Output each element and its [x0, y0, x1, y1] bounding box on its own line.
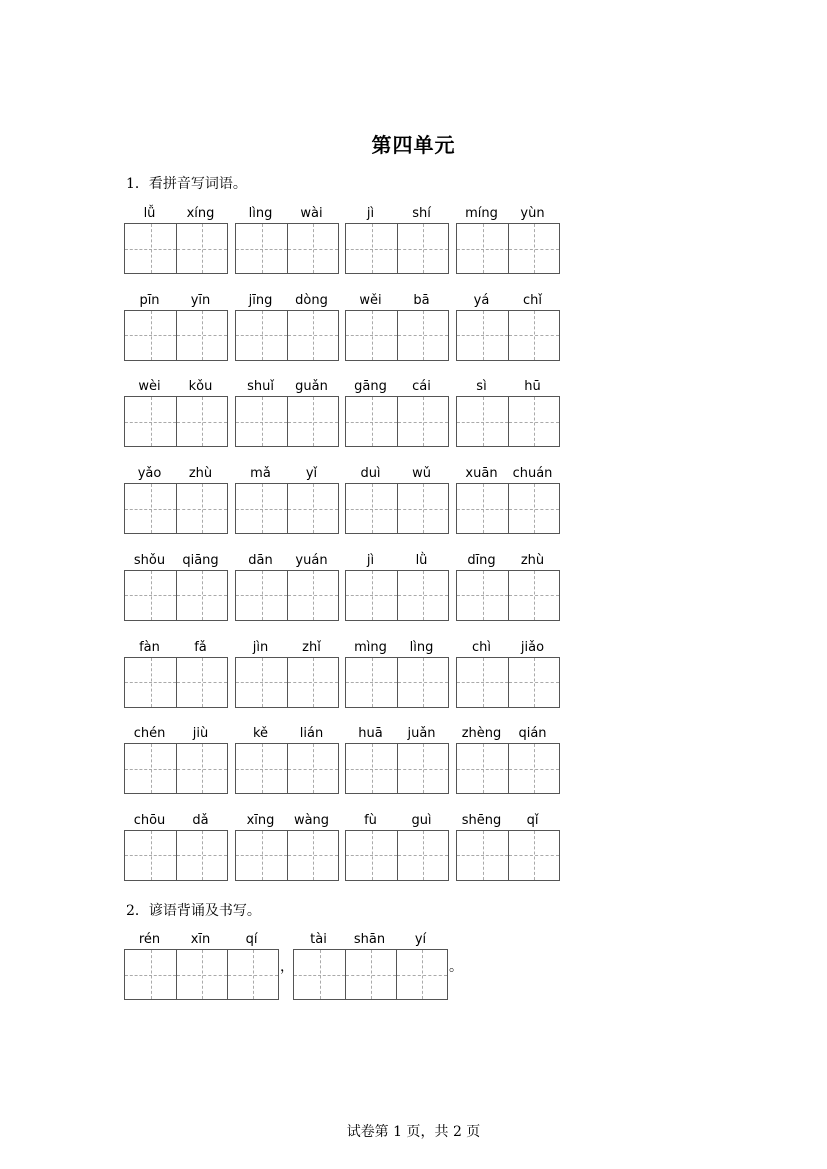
character-cell[interactable] — [287, 224, 338, 273]
word-row — [0, 293, 827, 373]
pinyin-label: xīn — [190, 932, 211, 947]
pinyin-label: lìng — [248, 206, 273, 221]
pinyin-label: juǎn — [407, 726, 436, 742]
character-cell[interactable] — [287, 397, 338, 446]
writing-box[interactable] — [456, 310, 560, 361]
character-cell[interactable] — [294, 950, 345, 999]
writing-box[interactable] — [345, 743, 449, 794]
character-cell[interactable] — [176, 744, 227, 793]
writing-box[interactable] — [345, 483, 449, 534]
pinyin-label: hū — [524, 379, 541, 395]
pinyin-label: zhèng — [461, 726, 502, 742]
pinyin-label: guì — [411, 812, 432, 828]
character-cell[interactable] — [397, 744, 448, 793]
pinyin-label: jiǎo — [520, 639, 545, 655]
word-row — [0, 726, 827, 806]
pinyin-label: kǒu — [188, 379, 213, 395]
word-row — [0, 813, 827, 893]
character-cell[interactable] — [236, 484, 287, 533]
page-footer: 试卷第 1 页，共 2 页 — [346, 1124, 481, 1140]
pinyin-label: dòng — [295, 292, 328, 308]
writing-box[interactable] — [293, 949, 448, 1000]
character-cell[interactable] — [176, 311, 227, 360]
page-title: 第四单元 — [371, 133, 456, 157]
character-cell[interactable] — [125, 397, 176, 446]
word-row — [0, 553, 827, 633]
writing-box[interactable] — [456, 830, 560, 881]
character-cell[interactable] — [457, 224, 508, 273]
writing-box[interactable] — [124, 570, 228, 621]
pinyin-label: yīn — [190, 292, 211, 308]
pinyin-label: xīng — [246, 812, 275, 828]
writing-box[interactable] — [345, 310, 449, 361]
character-cell[interactable] — [346, 311, 397, 360]
character-cell[interactable] — [397, 831, 448, 880]
writing-box[interactable] — [124, 483, 228, 534]
writing-box[interactable] — [456, 570, 560, 621]
character-cell[interactable] — [346, 571, 397, 620]
comma-mark: ， — [280, 959, 294, 975]
character-cell[interactable] — [346, 484, 397, 533]
writing-box[interactable] — [124, 830, 228, 881]
writing-box[interactable] — [345, 396, 449, 447]
pinyin-label: lǜ — [415, 552, 428, 568]
pinyin-label: jìn — [252, 639, 269, 655]
pinyin-label: chì — [472, 639, 491, 655]
writing-box[interactable] — [235, 396, 339, 447]
pinyin-label: lǚ — [143, 206, 156, 221]
writing-box[interactable] — [235, 310, 339, 361]
pinyin-label: shān — [353, 932, 386, 947]
writing-box[interactable] — [235, 223, 339, 274]
question-2-label: 2．谚语背诵及书写。 — [126, 903, 261, 919]
character-cell[interactable] — [346, 744, 397, 793]
pinyin-label: tài — [310, 932, 327, 947]
pinyin-label: chōu — [133, 812, 166, 828]
pinyin-label: yǎo — [137, 466, 162, 482]
character-cell[interactable] — [457, 311, 508, 360]
pinyin-label: zhù — [520, 552, 545, 568]
word-row — [0, 640, 827, 720]
pinyin-label: yǐ — [305, 466, 318, 482]
pinyin-label: wěi — [359, 292, 382, 308]
pinyin-label: yuán — [295, 552, 328, 568]
pinyin-label: guǎn — [295, 379, 328, 395]
pinyin-label: rén — [138, 932, 161, 947]
character-cell[interactable] — [397, 311, 448, 360]
writing-box[interactable] — [456, 396, 560, 447]
character-cell[interactable] — [397, 397, 448, 446]
question-1-label: 1．看拼音写词语。 — [126, 176, 247, 192]
character-cell[interactable] — [125, 658, 176, 707]
character-cell[interactable] — [236, 571, 287, 620]
character-cell[interactable] — [176, 831, 227, 880]
character-cell[interactable] — [227, 950, 278, 999]
character-cell[interactable] — [125, 744, 176, 793]
pinyin-label: míng — [465, 206, 498, 221]
character-cell[interactable] — [346, 224, 397, 273]
character-cell[interactable] — [176, 658, 227, 707]
pinyin-label: xuān — [465, 466, 498, 482]
character-cell[interactable] — [176, 397, 227, 446]
pinyin-label: dīng — [467, 552, 496, 568]
character-cell[interactable] — [508, 571, 559, 620]
character-cell[interactable] — [125, 571, 176, 620]
character-cell[interactable] — [397, 224, 448, 273]
character-cell[interactable] — [508, 831, 559, 880]
pinyin-label: zhù — [188, 466, 213, 482]
pinyin-label: mìng — [354, 639, 387, 655]
word-row — [0, 206, 827, 286]
character-cell[interactable] — [287, 484, 338, 533]
writing-box[interactable] — [456, 743, 560, 794]
character-cell[interactable] — [397, 484, 448, 533]
writing-box[interactable] — [345, 657, 449, 708]
pinyin-label: huā — [358, 726, 383, 742]
writing-box[interactable] — [124, 657, 228, 708]
pinyin-label: wài — [300, 206, 323, 221]
writing-box[interactable] — [235, 483, 339, 534]
character-cell[interactable] — [287, 744, 338, 793]
character-cell[interactable] — [508, 658, 559, 707]
character-cell[interactable] — [125, 831, 176, 880]
pinyin-label: jì — [366, 206, 375, 221]
character-cell[interactable] — [457, 831, 508, 880]
pinyin-label: sì — [476, 379, 487, 395]
character-cell[interactable] — [457, 744, 508, 793]
pinyin-label: shí — [412, 206, 431, 221]
character-cell[interactable] — [508, 484, 559, 533]
character-cell[interactable] — [176, 224, 227, 273]
period-mark: 。 — [449, 959, 463, 975]
pinyin-label: qiāng — [182, 552, 219, 568]
writing-box[interactable] — [235, 743, 339, 794]
pinyin-label: yùn — [520, 206, 545, 221]
pinyin-label: kě — [252, 726, 269, 742]
pinyin-label: wǔ — [412, 466, 431, 482]
character-cell[interactable] — [396, 950, 447, 999]
pinyin-label: qǐ — [526, 812, 539, 828]
writing-box[interactable] — [124, 223, 228, 274]
pinyin-label: wàng — [293, 812, 330, 828]
pinyin-label: shǒu — [133, 552, 166, 568]
pinyin-label: fù — [364, 812, 377, 828]
character-cell[interactable] — [508, 224, 559, 273]
pinyin-label: lìng — [409, 639, 434, 655]
writing-box[interactable] — [345, 830, 449, 881]
character-cell[interactable] — [346, 658, 397, 707]
word-row — [0, 379, 827, 459]
character-cell[interactable] — [176, 950, 227, 999]
writing-box[interactable] — [124, 949, 279, 1000]
pinyin-label: qián — [518, 726, 547, 742]
pinyin-label: mǎ — [250, 466, 271, 482]
character-cell[interactable] — [236, 224, 287, 273]
character-cell[interactable] — [508, 744, 559, 793]
pinyin-label: pīn — [139, 292, 160, 308]
character-cell[interactable] — [236, 744, 287, 793]
character-cell[interactable] — [236, 311, 287, 360]
pinyin-label: duì — [360, 466, 381, 482]
pinyin-label: jīng — [248, 292, 273, 308]
character-cell[interactable] — [125, 950, 176, 999]
character-cell[interactable] — [236, 658, 287, 707]
character-cell[interactable] — [125, 311, 176, 360]
character-cell[interactable] — [176, 484, 227, 533]
character-cell[interactable] — [397, 658, 448, 707]
pinyin-label: wèi — [138, 379, 161, 395]
writing-box[interactable] — [345, 223, 449, 274]
pinyin-label: cái — [412, 379, 431, 395]
proverb-row — [0, 932, 827, 1012]
writing-box[interactable] — [124, 396, 228, 447]
pinyin-label: bā — [413, 292, 430, 308]
pinyin-label: jiù — [192, 726, 209, 742]
character-cell[interactable] — [508, 311, 559, 360]
pinyin-label: qí — [245, 932, 258, 947]
writing-box[interactable] — [456, 657, 560, 708]
pinyin-label: chǐ — [523, 292, 542, 308]
character-cell[interactable] — [346, 397, 397, 446]
character-cell[interactable] — [345, 950, 396, 999]
character-cell[interactable] — [457, 571, 508, 620]
character-cell[interactable] — [287, 831, 338, 880]
character-cell[interactable] — [457, 484, 508, 533]
pinyin-label: dǎ — [192, 812, 209, 828]
pinyin-label: shēng — [461, 812, 502, 828]
pinyin-label: xíng — [186, 206, 215, 221]
writing-box[interactable] — [345, 570, 449, 621]
character-cell[interactable] — [176, 571, 227, 620]
writing-box[interactable] — [124, 310, 228, 361]
character-cell[interactable] — [457, 658, 508, 707]
character-cell[interactable] — [287, 571, 338, 620]
pinyin-label: jì — [366, 552, 375, 568]
writing-box[interactable] — [456, 483, 560, 534]
pinyin-label: chuán — [512, 466, 553, 482]
character-cell[interactable] — [457, 397, 508, 446]
writing-box[interactable] — [124, 743, 228, 794]
writing-box[interactable] — [235, 570, 339, 621]
pinyin-label: gāng — [354, 379, 387, 395]
character-cell[interactable] — [236, 397, 287, 446]
writing-box[interactable] — [235, 657, 339, 708]
pinyin-label: zhǐ — [302, 639, 321, 655]
pinyin-label: dān — [248, 552, 273, 568]
character-cell[interactable] — [287, 658, 338, 707]
character-cell[interactable] — [508, 397, 559, 446]
pinyin-label: shuǐ — [247, 379, 274, 395]
character-cell[interactable] — [125, 224, 176, 273]
character-cell[interactable] — [397, 571, 448, 620]
pinyin-label: yá — [473, 292, 490, 308]
pinyin-label: chén — [133, 726, 166, 742]
character-cell[interactable] — [125, 484, 176, 533]
writing-box[interactable] — [235, 830, 339, 881]
character-cell[interactable] — [346, 831, 397, 880]
pinyin-label: fǎ — [194, 639, 207, 655]
word-row — [0, 466, 827, 546]
pinyin-label: lián — [299, 726, 324, 742]
pinyin-label: fàn — [139, 639, 160, 655]
character-cell[interactable] — [287, 311, 338, 360]
pinyin-label: yí — [414, 932, 427, 947]
writing-box[interactable] — [456, 223, 560, 274]
character-cell[interactable] — [236, 831, 287, 880]
